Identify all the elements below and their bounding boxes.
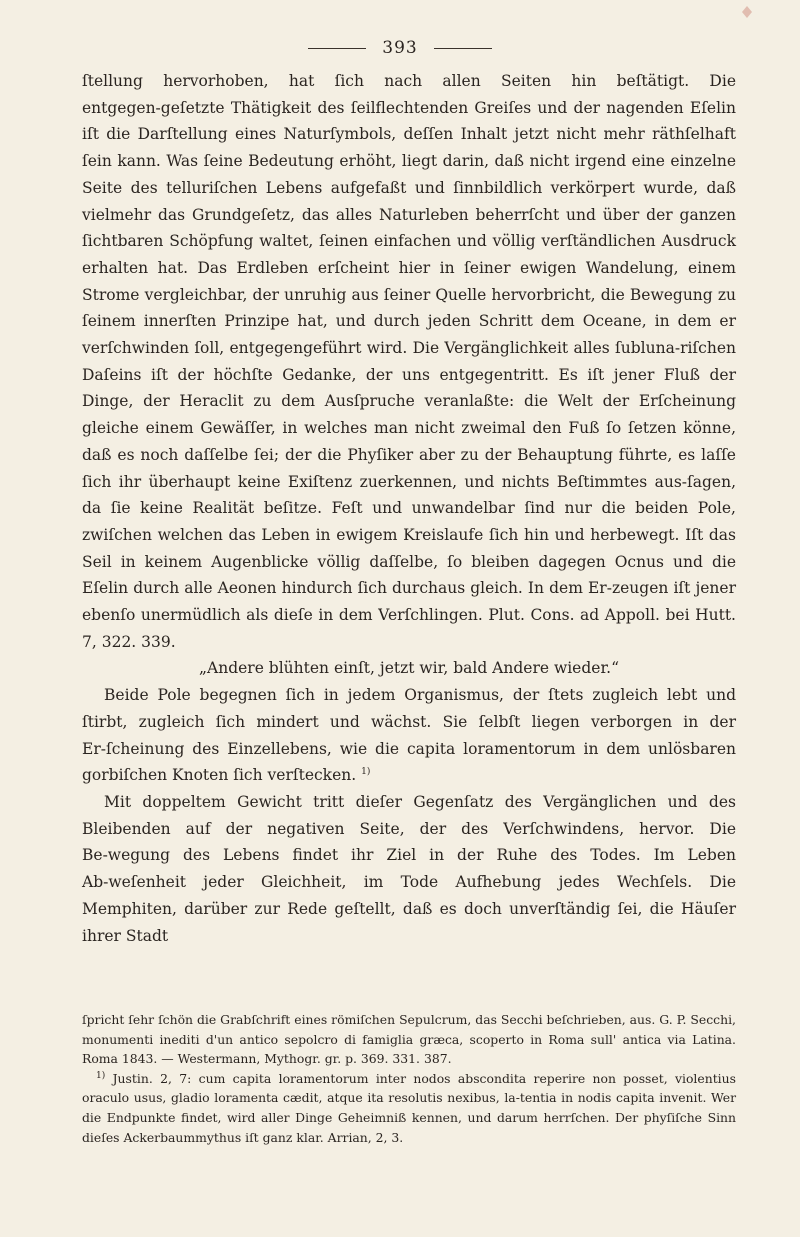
page-header: [0, 38, 800, 58]
header-rule-left: [308, 48, 366, 49]
footnote-reference-1: 1): [361, 767, 371, 778]
footnotes: [82, 1010, 736, 1147]
footnote-1-text: Justin. 2, 7: cum capita loramentorum inter nodos abscondita reperire non posset, violentius oraculo usus, gladio loramenta cædit, atque ita resolutis nexibus, la‑tentia in nodis capita invenit. Wer die Endpunkte findet, wird aller Dinge Geheimniß kennen, und darum herrſchen. Der phyſiſche Sinn dieſes Ackerbaummythus iſt ganz klar. Arrian, 2, 3.: [82, 1070, 736, 1145]
paragraph-3: Mit doppeltem Gewicht tritt dieſer Gegenſatz des Vergänglichen und des Bleibenden auf der negativen Seite, der des Verſchwindens, hervor. Die Be‑wegung des Lebens findet ihr Ziel in der Ruhe des Todes. Im Leben Ab‑weſenheit jeder Gleichheit, im Tode Aufhebung jedes Wechſels. Die Memphiten, darüber zur Rede geſtellt, daß es doch unverſtändig ſei, die Häuſer ihrer Stadt: [82, 792, 736, 945]
footnote-1: [82, 1069, 736, 1147]
paragraph-1: ſtellung hervorhoben, hat ſich nach allen Seiten hin beſtätigt. Die entgegen‑geſetzte Thätigkeit des ſeilflechtenden Greiſes und der nagenden Eſelin iſt die Darſtellung eines Naturſymbols, deſſen Inhalt jetzt nicht mehr räthſelhaft ſein kann. Was ſeine Bedeutung erhöht, liegt darin, daß nicht irgend eine einzelne Seite des telluriſchen Lebens aufgefaßt und ſinnbildlich verkörpert wurde, daß vielmehr das Grundgeſetz, das alles Naturleben beherrſcht und über der ganzen ſichtbaren Schöpfung waltet, ſeinen einfachen und völlig verſtändlichen Ausdruck erhalten hat. Das Erdleben erſcheint hier in ſeiner ewigen Wandelung, einem Strome vergleichbar, der unruhig aus ſeiner Quelle hervorbricht, die Bewegung zu ſeinem innerſten Prinzipe hat, und durch jeden Schritt dem Oceane, in dem er verſchwinden ſoll, entgegengeführt wird. Die Vergänglichkeit alles ſubluna‑riſchen Daſeins iſt der höchſte Gedanke, der uns entgegentritt. Es iſt jener Fluß der Dinge, der Heraclit zu dem Ausſpruche veranlaßte: die Welt der Erſcheinung gleiche einem Gewäſſer, in welches man nicht zweimal den Fuß ſo ſetzen könne, daß es noch daſſelbe ſei; der die Phyſiker aber zu der Behauptung führte, es laſſe ſich ihr überhaupt keine Exiſtenz zuerkennen, und nichts Beſtimmtes aus‑ſagen, da ſie keine Realität beſitze. Feſt und unwandelbar ſind nur die beiden Pole, zwiſchen welchen das Leben in ewigem Kreislaufe ſich hin und herbewegt. Iſt das Seil in keinem Augenblicke völlig daſſelbe, ſo bleiben dagegen Ocnus und die Eſelin durch alle Aeonen hindurch ſich durchaus gleich. In dem Er‑zeugen iſt jener ebenſo unermüdlich als dieſe in dem Verſchlingen. Plut. Cons. ad Appoll. bei Hutt. 7, 322. 339.: [82, 72, 736, 651]
paragraph-2-text: Beide Pole begegnen ſich in jedem Organismus, der ſtets zugleich lebt und ſtirbt, zugleich ſich mindert und wächst. Sie ſelbſt liegen verborgen in der Er‑ſcheinung des Einzellebens, wie die capita loramentorum in dem unlösbaren gorbiſchen Knoten ſich verſtecken.: [82, 686, 736, 785]
quotation-line: „Andere blühten einſt, jetzt wir, bald Andere wieder.“: [198, 659, 619, 678]
body-text: [82, 68, 736, 949]
page-corner-mark-icon: [742, 6, 752, 18]
header-rule-right: [434, 48, 492, 49]
footnote-1-marker: 1): [96, 1070, 106, 1081]
paragraph-2: [82, 682, 736, 789]
footnote-continuation: ſpricht ſehr ſchön die Grabſchrift eines römiſchen Sepulcrum, das Secchi beſchrieben, aus. G. P. Secchi, monumenti inediti d'un antico sepolcro di famiglia græca, scoperto in Roma sull' antica via Latina. Roma 1843. — Westermann, Mythogr. gr. p. 369. 331. 387.: [82, 1012, 736, 1067]
page-number: 393: [382, 38, 418, 58]
